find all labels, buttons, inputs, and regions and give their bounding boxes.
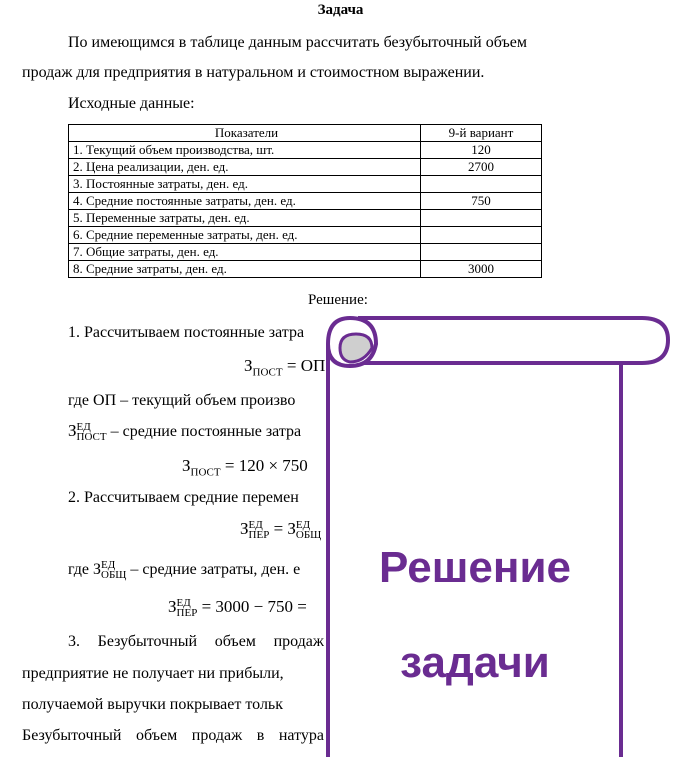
body-line-a: предприятие не получает ни прибыли, <box>22 665 284 682</box>
table-cell-value: 120 <box>421 142 542 159</box>
def-avg-fixed: З ЕД ПОСТ – средние постоянные затра <box>68 421 302 444</box>
source-label: Исходные данные: <box>68 95 195 112</box>
formula-fixed-costs: $З_{ПОСТ}$ = ОП <box>244 356 326 379</box>
body-line-b: получаемой выручки покрывает тольк <box>22 696 283 713</box>
step1-text: 1. Рассчитываем постоянные затра <box>68 324 305 341</box>
solution-label: Решение: <box>308 292 368 308</box>
table-header-cell: 9-й вариант <box>421 125 542 142</box>
table-cell-indicator: 1. Текущий объем производства, шт. <box>69 142 421 159</box>
overlay-line-1: Решение <box>379 543 571 592</box>
table-cell-indicator: 2. Цена реализации, ден. ед. <box>69 159 421 176</box>
overlay-line-2: задачи <box>400 638 550 687</box>
intro-text-1: По имеющимся в таблице данным рассчитать безубыточный объем <box>68 34 527 51</box>
table-cell-indicator: 6. Средние переменные затраты, ден. ед. <box>69 227 421 244</box>
step3-text: 3. Безубыточный объем продаж <box>68 633 324 650</box>
table-cell-value: 2700 <box>421 159 542 176</box>
table-cell-indicator: 5. Переменные затраты, ден. ед. <box>69 210 421 227</box>
table-header-cell: Показатели <box>69 125 421 142</box>
formula-fixed-calc: $З_{ПОСТ} = 120 \times 750$ <box>182 456 308 479</box>
table-cell-indicator: 4. Средние постоянные затраты, ден. ед. <box>69 193 421 210</box>
document-title: Задача <box>317 2 364 18</box>
formula-avg-variable-calc: З ЕД ПЕР = 3000 − 750 = <box>168 597 307 620</box>
table-cell-indicator: 3. Постоянные затраты, ден. ед. <box>69 176 421 193</box>
intro-line-2: продаж для предприятия в натуральном и стоимостном выражении. <box>22 64 485 81</box>
where-op-text: где ОП – текущий объем произво <box>68 392 296 409</box>
body-line-c: Безубыточный объем продаж в натура <box>22 727 324 744</box>
table-cell-indicator: 8. Средние затраты, ден. ед. <box>69 261 421 278</box>
table-cell-value: 750 <box>421 193 542 210</box>
where-avg-total: где З ЕД ОБЩ – средние затраты, ден. е <box>68 559 301 582</box>
table-cell-value: 3000 <box>421 261 542 278</box>
scroll-shape <box>328 318 668 757</box>
formula-avg-variable: З ЕД ПЕР = З ЕД ОБЩ <box>240 519 322 542</box>
table-cell-indicator: 7. Общие затраты, ден. ед. <box>69 244 421 261</box>
step2-text: 2. Рассчитываем средние перемен <box>68 489 299 506</box>
